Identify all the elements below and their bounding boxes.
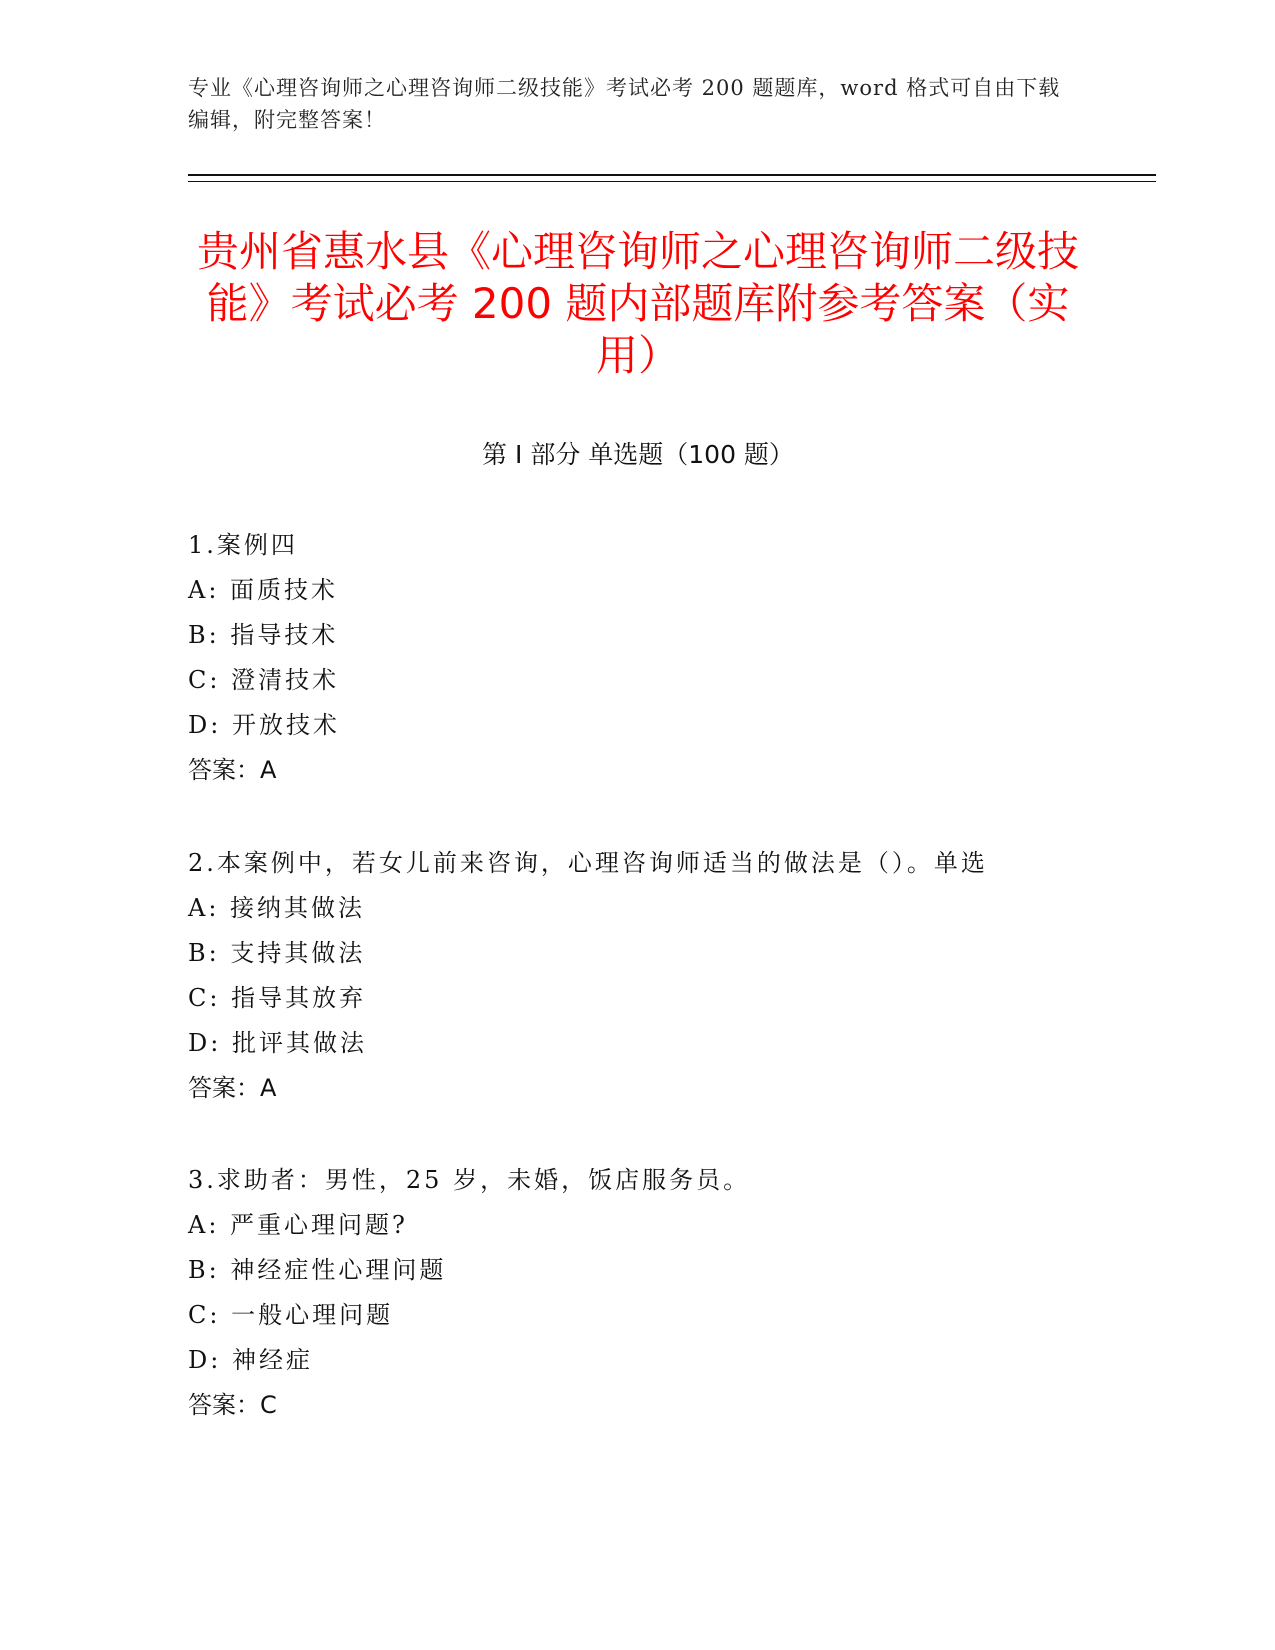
question-block [188, 523, 1128, 793]
section-heading: 第 I 部分 单选题（100 题） [482, 440, 794, 469]
option-b: B: 指导技术 [188, 621, 339, 649]
header-divider-thick [188, 174, 1156, 176]
answer: 答案：C [188, 1391, 277, 1419]
option-c: C: 澄清技术 [188, 666, 340, 694]
option-c: C: 指导其放弃 [188, 984, 367, 1012]
question-stem: 2.本案例中，若女儿前来咨询，心理咨询师适当的做法是（）。单选 [188, 849, 988, 877]
header-divider-thin [188, 181, 1156, 182]
option-a: A: 严重心理问题? [188, 1211, 408, 1239]
question-stem: 3.求助者：男性，25 岁，未婚，饭店服务员。 [188, 1166, 751, 1194]
option-b: B: 支持其做法 [188, 939, 366, 967]
option-d: D: 批评其做法 [188, 1029, 367, 1057]
option-b: B: 神经症性心理问题 [188, 1256, 447, 1284]
option-c: C: 一般心理问题 [188, 1301, 394, 1329]
option-d: D: 神经症 [188, 1346, 313, 1374]
answer: 答案：A [188, 1074, 277, 1102]
header-note: 专业《心理咨询师之心理咨询师二级技能》考试必考 200 题题库，word 格式可自由下载编辑，附完整答案！ [188, 76, 1061, 132]
question-block [188, 841, 1128, 1111]
answer: 答案：A [188, 756, 277, 784]
option-a: A: 面质技术 [188, 576, 339, 604]
document-title: 贵州省惠水县《心理咨询师之心理咨询师二级技能》考试必考 200 题内部题库附参考答案（实用） [196, 227, 1079, 380]
question-block [188, 1158, 1128, 1428]
option-a: A: 接纳其做法 [188, 894, 366, 922]
option-d: D: 开放技术 [188, 711, 340, 739]
question-stem: 1.案例四 [188, 531, 298, 559]
